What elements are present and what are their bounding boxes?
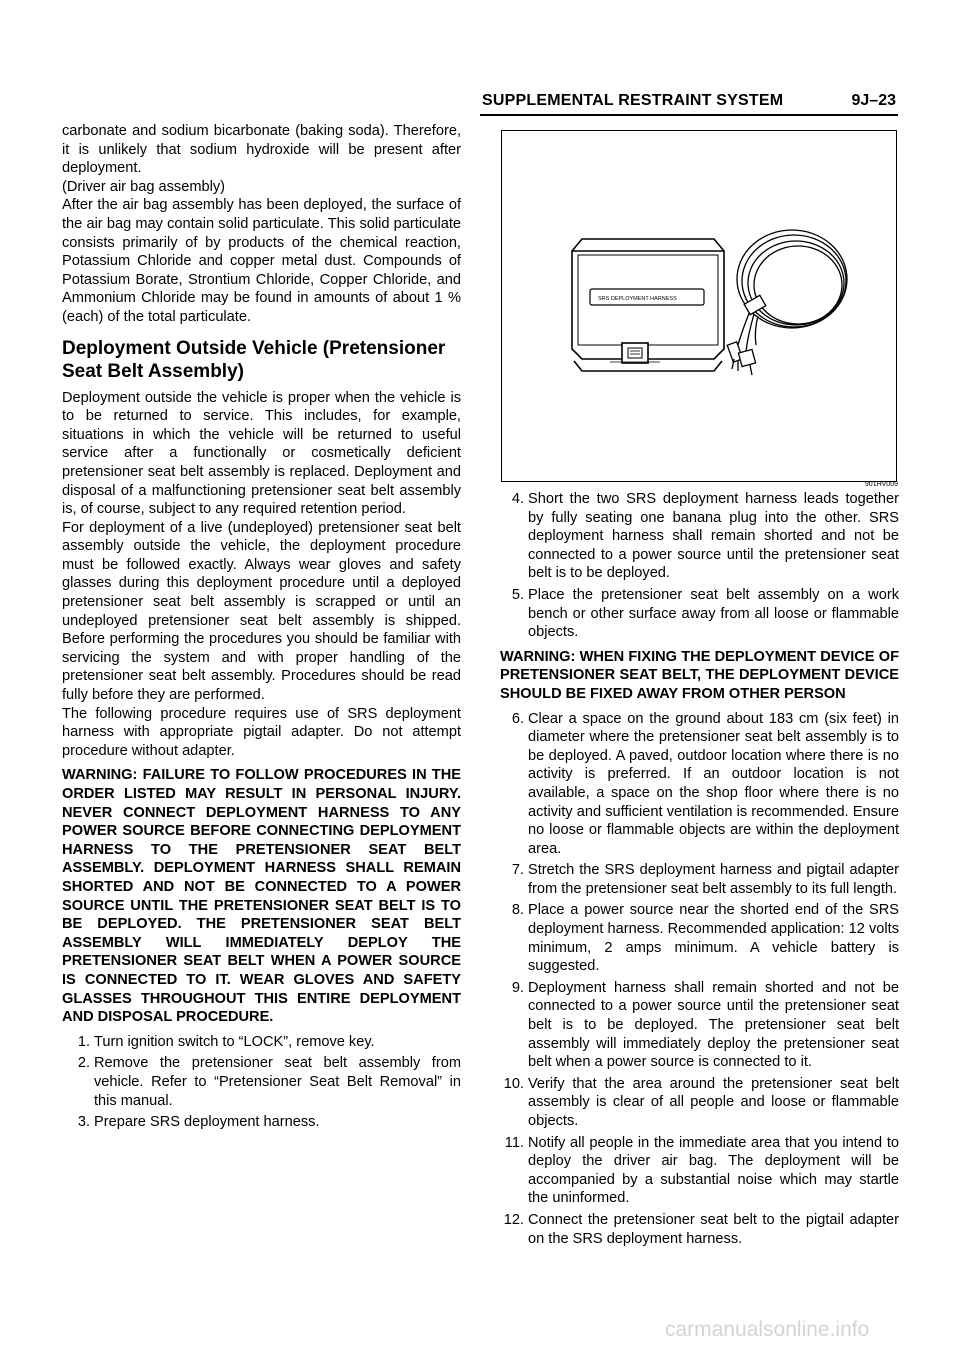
list-item — [500, 586, 899, 642]
step-number: 9. — [511, 979, 524, 996]
list-item — [500, 1211, 899, 1248]
list-item — [62, 1054, 461, 1110]
step-text: Place the pretensioner seat belt assembly on a work bench or other surface away from all loose or flammable objects. — [528, 586, 899, 641]
case-label: SRS DEPLOYMENT HARNESS — [598, 296, 677, 302]
list-item — [500, 710, 899, 859]
page-header — [480, 90, 898, 116]
list-item — [62, 1033, 461, 1052]
section-heading: Deployment Outside Vehicle (Pretensioner Seat Belt Assembly) — [62, 337, 446, 382]
paragraph: For deployment of a live (undeployed) pretensioner seat belt assembly outside the vehicle, the deployment procedure must be followed exactly. Always wear gloves and safety glasses during this deployment procedure until a deployed pretensioner seat belt assembly is scrapped or until an undeployed pretensioner seat belt assembly is shipped. Before performing the procedures you should be familiar with servicing the system and with proper handling of the pretensioner seat belt assembly. Procedures should be read fully before they are performed. — [62, 519, 461, 704]
list-item — [500, 1134, 899, 1208]
step-number: 10. — [503, 1075, 524, 1092]
list-item — [500, 979, 899, 1072]
step-text: Notify all people in the immediate area that you intend to deploy the driver air bag. The deployment will be accompanied by a substantial noise which may startle the uninformed. — [528, 1134, 899, 1207]
step-text: Deployment harness shall remain shorted and not be connected to a power source until the pretensioner seat belt is to be deployed. The pretensioner seat belt assembly will immediately deploy the pretensioner seat belt when a power source is connected to it. — [528, 979, 899, 1071]
step-number: 11. — [504, 1134, 524, 1151]
step-number: 7. — [511, 862, 524, 879]
warning-text: WARNING: WHEN FIXING THE DEPLOYMENT DEVICE OF PRETENSIONER SEAT BELT, THE DEPLOYMENT DEVICE SHOULD BE FIXED AWAY FROM OTHER PERSON — [500, 648, 899, 702]
step-number: 5. — [511, 586, 524, 603]
list-item — [500, 901, 899, 975]
left-column — [62, 122, 461, 1135]
step-number: 6. — [511, 710, 524, 727]
step-text: Stretch the SRS deployment harness and pigtail adapter from the pretensioner seat belt assembly to its full length. — [528, 862, 899, 897]
list-item — [500, 1075, 899, 1131]
step-list — [500, 490, 899, 642]
section-title: SUPPLEMENTAL RESTRAINT SYSTEM — [482, 92, 784, 109]
warning-text: WARNING: FAILURE TO FOLLOW PROCEDURES IN THE ORDER LISTED MAY RESULT IN PERSONAL INJURY. NEVER CONNECT DEPLOYMENT HARNESS TO ANY POWER SOURCE BEFORE CONNECTING DEPLOYMENT HARNESS TO THE PRETENSIONER SEAT BELT ASSEMBLY. DEPLOYMENT HARNESS SHALL REMAIN SHORTED AND NOT BE CONNECTED TO A POWER SOURCE UNTIL THE PRETENSIONER SEAT BELT IS TO BE DEPLOYED. THE PRETENSIONER SEAT BELT ASSEMBLY WILL IMMEDIATELY DEPLOY THE PRETENSIONER SEAT BELT WHEN A POWER SOURCE IS CONNECTED TO IT. WEAR GLOVES AND SAFETY GLASSES THROUGHOUT THIS ENTIRE DEPLOYMENT AND DISPOSAL PROCEDURE. — [62, 767, 461, 1026]
step-text: Clear a space on the ground about 183 cm (six feet) in diameter where the pretensioner seat belt assembly is to be deployed. A paved, outdoor location where there is no activity is preferred. If an outdoor location is not available, a space on the shop floor where there is no activity and sufficient ventilation is recommended. Ensure no loose or flammable objects are within the deployment area. — [528, 710, 899, 857]
step-text: Prepare SRS deployment harness. — [94, 1114, 320, 1131]
list-item — [500, 861, 899, 898]
list-item — [62, 1113, 461, 1132]
step-number: 4. — [511, 491, 524, 507]
figure-caption: 901HV009 — [864, 481, 898, 488]
step-number: 3. — [77, 1114, 90, 1131]
paragraph: After the air bag assembly has been deployed, the surface of the air bag may contain solid particulate. This solid particulate consists primarily of by products of the chemical reaction, Potassium Chloride and copper metal dust. Compounds of Potassium Borate, Strontium Chloride, Copper Chloride, and Ammonium Chloride may be found in amounts of about 1 % (each) of the total particulate. — [62, 197, 461, 325]
step-text: Short the two SRS deployment harness leads together by fully seating one banana plug into the other. SRS deployment harness shall remain shorted and not be connected to a power source until the pretensioner seat belt is to be deployed. — [528, 491, 899, 582]
step-number: 12. — [503, 1211, 524, 1228]
step-list — [500, 710, 899, 1249]
right-column — [500, 490, 899, 1251]
step-number: 2. — [77, 1055, 90, 1072]
watermark: carmanualsonline.info — [665, 1318, 870, 1341]
step-text: Remove the pretensioner seat belt assembly from vehicle. Refer to “Pretensioner Seat Belt Removal” in this manual. — [94, 1055, 461, 1109]
paragraph: carbonate and sodium bicarbonate (baking soda). Therefore, it is unlikely that sodium hydroxide will be present after deployment. — [62, 123, 461, 177]
step-text: Place a power source near the shorted end of the SRS deployment harness. Recommended application: 12 volts minimum, 2 amps minimum. A vehicle battery is suggested. — [528, 902, 899, 975]
deployment-harness-illustration — [502, 131, 896, 481]
step-number: 8. — [511, 902, 524, 919]
harness-case — [572, 239, 724, 371]
list-item — [500, 490, 899, 583]
paragraph: Deployment outside the vehicle is proper when the vehicle is to be returned to service. This includes, for example, situations in which the vehicle will be returned to useful service after a functionally or cosmetically deficient pretensioner seat belt assembly is replaced. Deployment and disposal of a malfunctioning pretensioner seat belt assembly is, of course, subject to any required retention period. — [62, 389, 461, 518]
paragraph: The following procedure requires use of SRS deployment harness with appropriate pigtail adapter. Do not attempt procedure without adapter. — [62, 705, 461, 759]
step-number: 1. — [77, 1033, 90, 1050]
step-list — [62, 1033, 461, 1132]
harness-figure — [501, 130, 897, 482]
step-text: Connect the pretensioner seat belt to the pigtail adapter on the SRS deployment harness. — [528, 1211, 899, 1247]
paragraph: (Driver air bag assembly) — [62, 178, 226, 195]
step-text: Verify that the area around the pretensioner seat belt assembly is clear of all people and loose or flammable objects. — [528, 1075, 899, 1129]
step-text: Turn ignition switch to “LOCK”, remove key. — [94, 1033, 375, 1050]
page-number: 9J–23 — [851, 92, 896, 109]
coiled-cable — [727, 230, 847, 375]
